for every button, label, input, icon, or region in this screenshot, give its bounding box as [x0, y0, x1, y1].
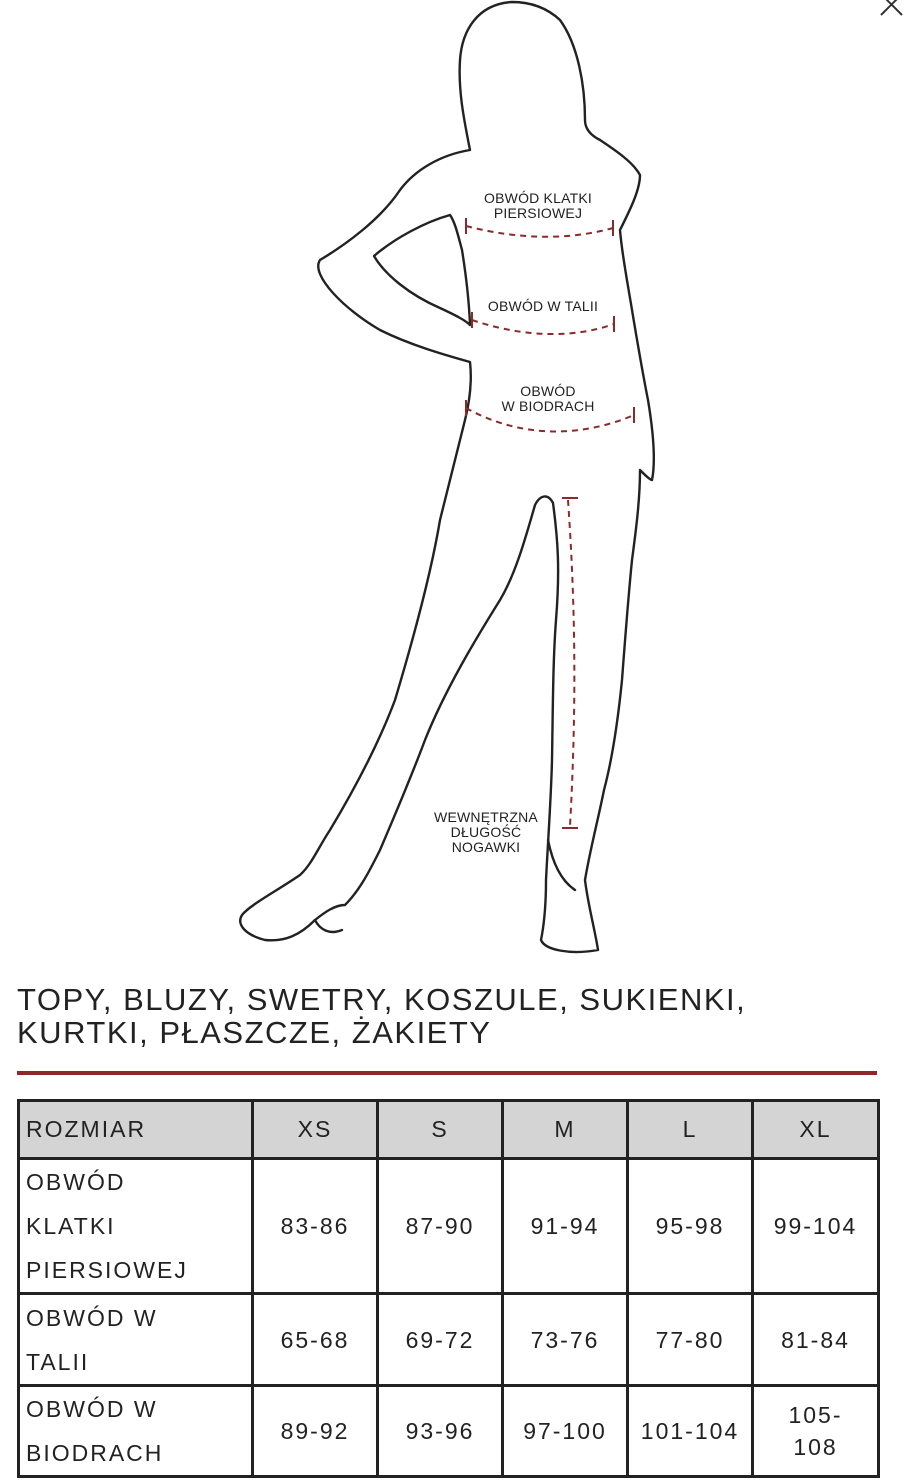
shoe-outline	[315, 920, 342, 932]
arm-inner-outline	[374, 215, 470, 325]
waist-label: OBWÓD W TALII	[487, 298, 599, 314]
header-l: L	[628, 1101, 753, 1159]
cell-value: 69-72	[378, 1294, 503, 1386]
inseam-label: WEWNĘTRZNA DŁUGOŚĆ NOGAWKI	[434, 809, 538, 855]
inseam-measure-line	[568, 500, 574, 826]
cell-value: 65-68	[253, 1294, 378, 1386]
cell-value: 87-90	[378, 1159, 503, 1294]
cell-value: 97-100	[503, 1386, 628, 1477]
boot-outline	[548, 840, 575, 890]
chest-label: OBWÓD KLATKI PIERSIOWEJ	[484, 190, 592, 221]
section-title: TOPY, BLUZY, SWETRY, KOSZULE, SUKIENKI, KURTKI, PŁASZCZE, ŻAKIETY	[17, 982, 747, 1050]
row-label-hips: OBWÓD W BIODRACH	[19, 1386, 253, 1477]
section-divider	[17, 1071, 877, 1075]
size-chart-table	[17, 1099, 880, 1478]
table-row	[19, 1294, 879, 1386]
row-label-chest: OBWÓD KLATKI PIERSIOWEJ	[19, 1159, 253, 1294]
cell-value: 95-98	[628, 1159, 753, 1294]
table-row	[19, 1159, 879, 1294]
hips-label: OBWÓD W BIODRACH	[501, 383, 595, 414]
header-s: S	[378, 1101, 503, 1159]
header-size: ROZMIAR	[19, 1101, 253, 1159]
table-header-row	[19, 1101, 879, 1159]
cell-value: 101-104	[628, 1386, 753, 1477]
cell-value: 83-86	[253, 1159, 378, 1294]
chest-measure-line	[466, 226, 613, 237]
cell-value: 77-80	[628, 1294, 753, 1386]
header-m: M	[503, 1101, 628, 1159]
cell-value: 99-104	[753, 1159, 879, 1294]
table-row	[19, 1386, 879, 1477]
cell-value: 81-84	[753, 1294, 879, 1386]
row-label-waist: OBWÓD W TALII	[19, 1294, 253, 1386]
header-xs: XS	[253, 1101, 378, 1159]
waist-measure-line	[472, 320, 614, 334]
cell-value: 89-92	[253, 1386, 378, 1477]
cell-value: 93-96	[378, 1386, 503, 1477]
cell-value: 73-76	[503, 1294, 628, 1386]
cell-value: 105-108	[753, 1386, 879, 1477]
cell-value: 91-94	[503, 1159, 628, 1294]
header-xl: XL	[753, 1101, 879, 1159]
